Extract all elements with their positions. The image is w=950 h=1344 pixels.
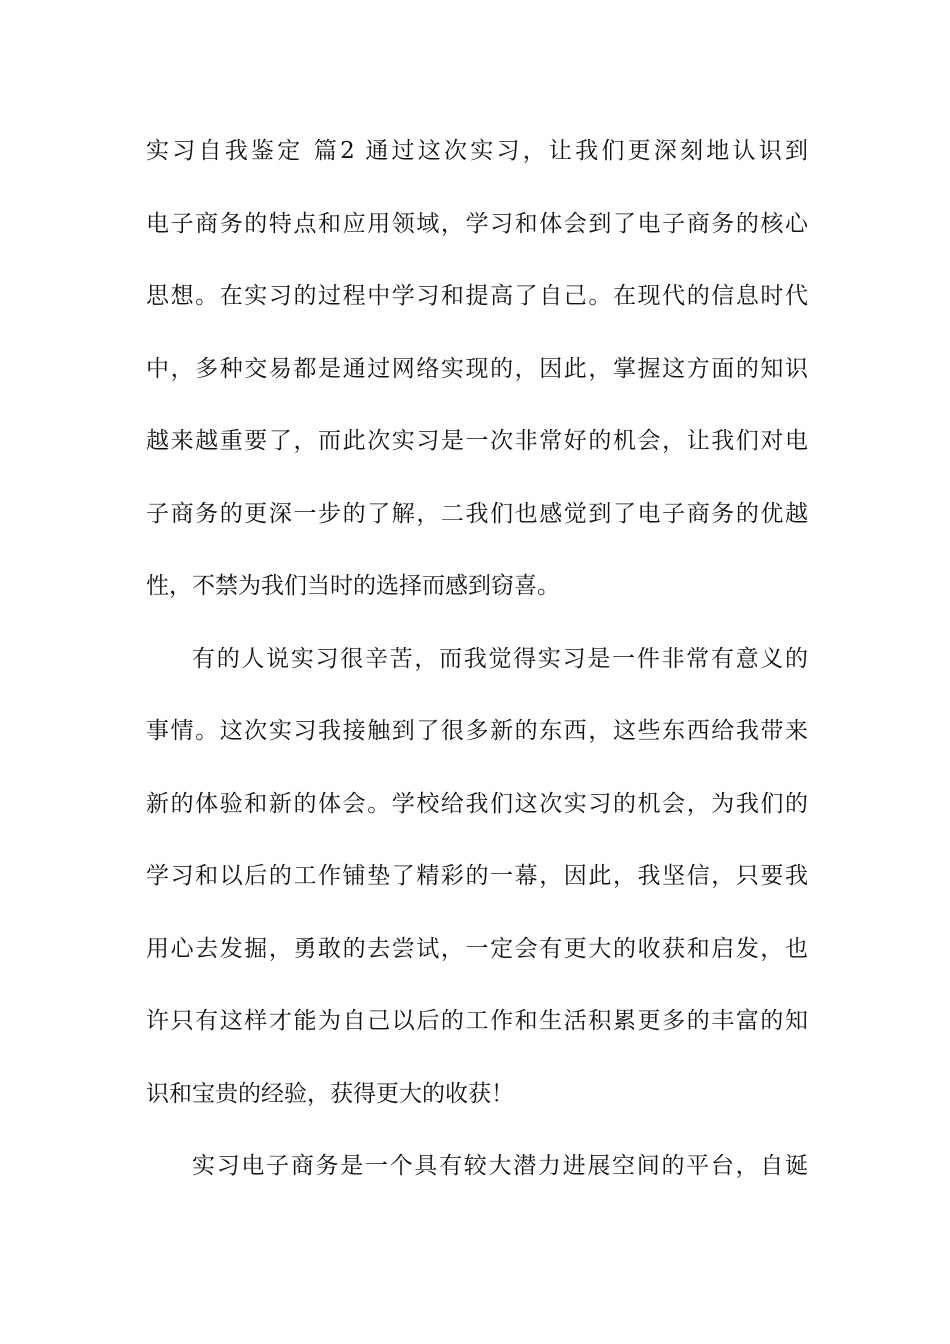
text-line: 许只有这样才能为自己以后的工作和生活积累更多的丰富的知 [146,1008,808,1034]
document-body [146,128,808,1216]
text-line: 事情。这次实习我接触到了很多新的东西，这些东西给我带来 [146,718,808,744]
text-line: 实习电子商务是一个具有较大潜力进展空间的平台，自诞 [192,1153,808,1179]
text-line: 思想。在实习的过程中学习和提高了自己。在现代的信息时代 [146,283,808,309]
text-line: 新的体验和新的体会。学校给我们这次实习的机会，为我们的 [146,790,808,817]
text-line: 有的人说实习很辛苦，而我觉得实习是一件非常有意义的 [192,645,808,672]
text-line: 学习和以后的工作铺垫了精彩的一幕，因此，我坚信，只要我 [146,863,808,889]
text-line: 子商务的更深一步的了解，二我们也感觉到了电子商务的优越 [146,500,808,527]
text-line: 越来越重要了，而此次实习是一次非常好的机会，让我们对电 [146,428,808,454]
text-line: 实习自我鉴定 篇2 通过这次实习，让我们更深刻地认识到 [146,138,808,164]
text-line: 中，多种交易都是通过网络实现的，因此，掌握这方面的知识 [146,355,808,382]
text-line: 性，不禁为我们当时的选择而感到窃喜。 [146,573,560,599]
text-line: 识和宝贵的经验，获得更大的收获！ [146,1080,514,1107]
text-line: 电子商务的特点和应用领域，学习和体会到了电子商务的核心 [146,210,808,237]
text-line: 用心去发掘，勇敢的去尝试，一定会有更大的收获和启发，也 [146,935,808,962]
